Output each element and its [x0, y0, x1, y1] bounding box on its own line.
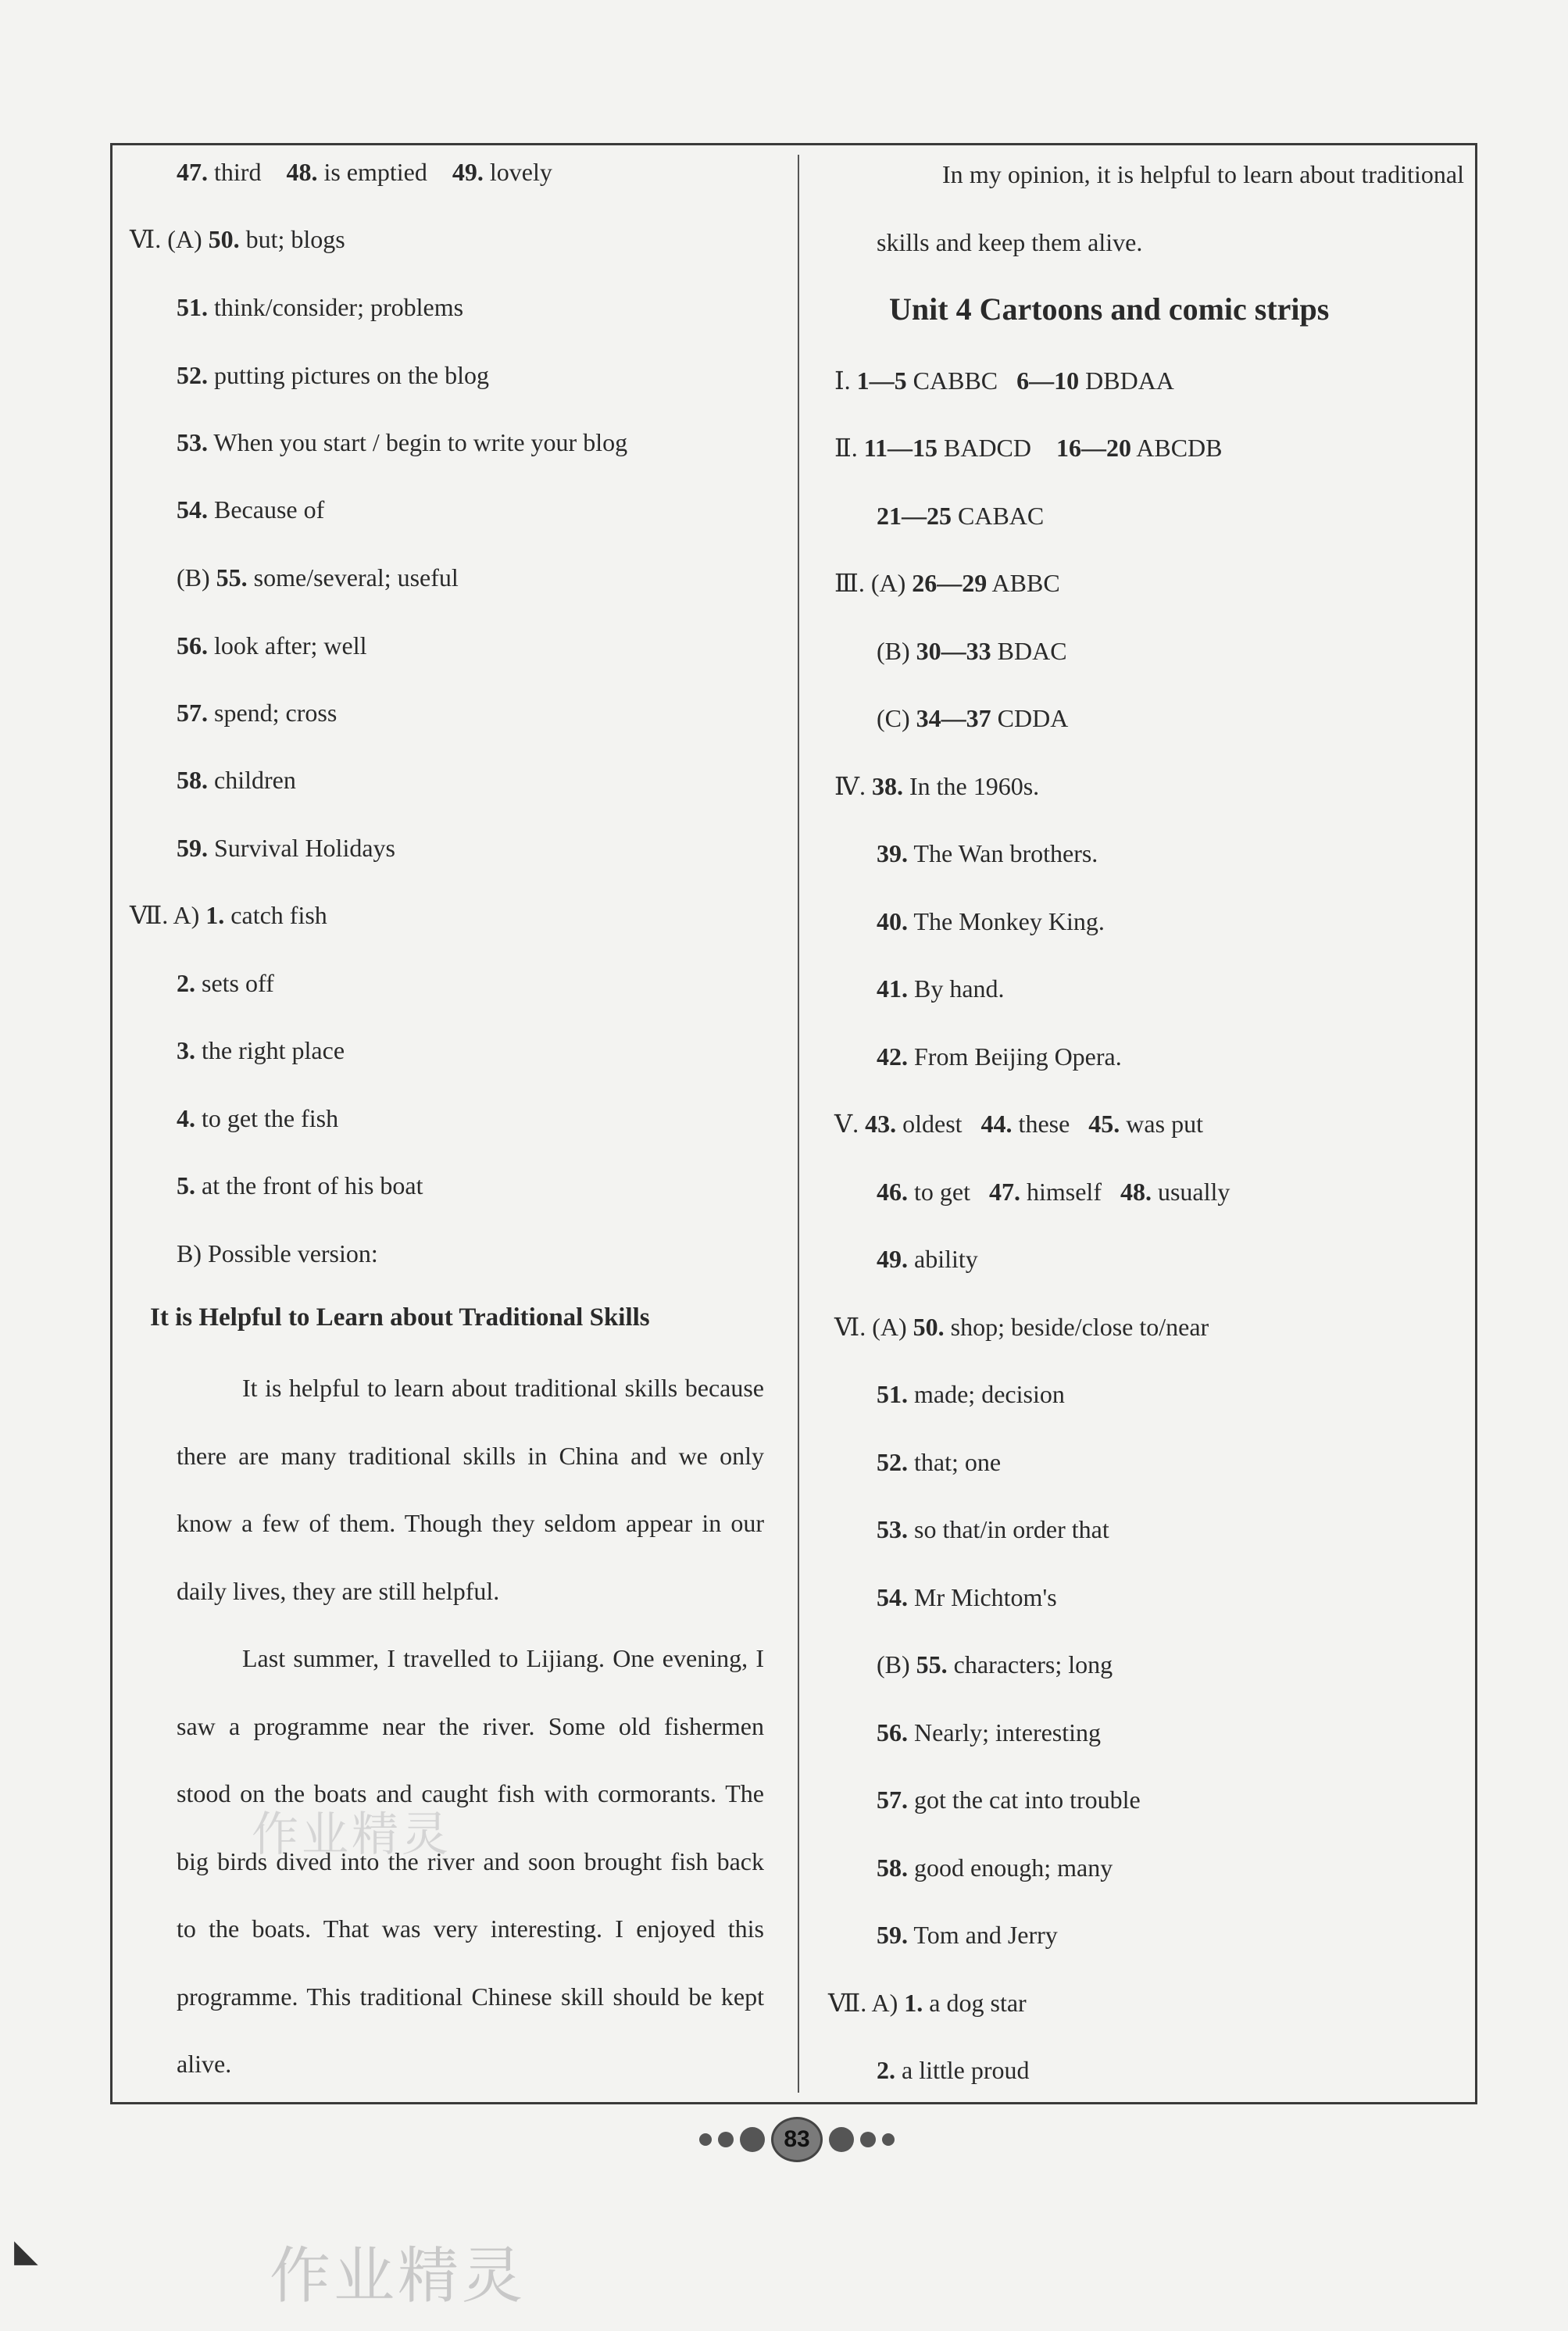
answer-line-vi-51: 51. made; decision — [877, 1380, 1065, 1408]
answer-line-51: 51. think/consider; problems — [177, 293, 464, 321]
answer-line-vi-52: 52. that; one — [877, 1448, 1002, 1476]
answer-line-55: (B) 55. some/several; useful — [177, 563, 459, 592]
answer-line-47-49: 47. third 48. is emptied 49. lovely — [177, 158, 552, 186]
answer-line-vi-56: 56. Nearly; interesting — [877, 1718, 1102, 1746]
possible-version-label: B) Possible version: — [177, 1239, 378, 1267]
answer-line-vi-57: 57. got the cat into trouble — [877, 1786, 1141, 1814]
answer-line-vi-58: 58. good enough; many — [877, 1854, 1113, 1882]
answer-line-vii-5: 5. at the front of his boat — [177, 1171, 423, 1199]
answer-line-vi-55: (B) 55. characters; long — [877, 1650, 1113, 1679]
answer-line-iii-b: (B) 30—33 BDAC — [877, 637, 1067, 665]
answer-line-42: 42. From Beijing Opera. — [877, 1042, 1122, 1071]
ornament-dot — [718, 2132, 734, 2147]
answer-line-56: 56. look after; well — [177, 631, 367, 660]
answer-line-i: Ⅰ. 1—5 CABBC 6—10 DBDAA — [834, 366, 1174, 395]
ornament-dot — [740, 2127, 765, 2152]
answer-line-52: 52. putting pictures on the blog — [177, 361, 489, 389]
answer-line-vii-a1: Ⅶ. A) 1. a dog star — [828, 1989, 1027, 2017]
essay-title: It is Helpful to Learn about Traditional Skills — [150, 1303, 650, 1332]
essay-paragraph-3: In my opinion, it is helpful to learn about traditional skills and keep them alive. — [877, 160, 1464, 256]
answer-line-50: Ⅵ. (A) 50. but; blogs — [130, 225, 345, 253]
answer-line-21-25: 21—25 CABAC — [877, 502, 1045, 530]
answer-line-vii-a2: 2. a little proud — [877, 2056, 1030, 2084]
answer-line-vii-2: 2. sets off — [177, 969, 274, 997]
answer-line-vi-54: 54. Mr Michtom's — [877, 1583, 1057, 1611]
unit-title: Unit 4 Cartoons and comic strips — [889, 291, 1330, 327]
ornament-dot — [860, 2132, 876, 2147]
answer-line-54: 54. Because of — [177, 495, 325, 524]
answer-line-53: 53. When you start / begin to write your blog — [177, 428, 628, 456]
answer-line-46-48: 46. to get 47. himself 48. usually — [877, 1178, 1230, 1206]
answer-line-iii-c: (C) 34—37 CDDA — [877, 704, 1069, 732]
answer-line-vi-59: 59. Tom and Jerry — [877, 1921, 1058, 1949]
watermark-bottom: 作业精灵 — [270, 2241, 527, 2311]
answer-line-vi-53: 53. so that/in order that — [877, 1515, 1109, 1543]
answer-line-58: 58. children — [177, 766, 296, 794]
answer-line-49: 49. ability — [877, 1245, 978, 1273]
answer-line-vii-4: 4. to get the fish — [177, 1104, 339, 1132]
answer-line-vi-50: Ⅵ. (A) 50. shop; beside/close to/near — [834, 1313, 1209, 1341]
answer-line-39: 39. The Wan brothers. — [877, 839, 1098, 867]
watermark-middle: 作业精灵 — [252, 1807, 452, 1862]
answer-line-57: 57. spend; cross — [177, 699, 338, 727]
column-divider — [798, 155, 799, 2093]
ornament-dot — [882, 2133, 895, 2146]
essay-paragraph-1: It is helpful to learn about traditional skills because there are many traditional skills in China and we only know a few of them. Though they seldom appear in our daily lives, they are still helpful. — [177, 1374, 764, 1605]
answer-line-vii-3: 3. the right place — [177, 1036, 345, 1064]
page-number-ornament — [656, 2115, 938, 2165]
answer-line-43-45: Ⅴ. 43. oldest 44. these 45. was put — [834, 1110, 1203, 1138]
corner-mark-icon: ◣ — [14, 2233, 38, 2269]
answer-line-40: 40. The Monkey King. — [877, 907, 1105, 935]
answer-line-vii-1: Ⅶ. A) 1. catch fish — [130, 901, 327, 929]
answer-line-59: 59. Survival Holidays — [177, 834, 395, 862]
page-number: 83 — [771, 2117, 823, 2162]
answer-line-iii-a: Ⅲ. (A) 26—29 ABBC — [834, 569, 1060, 597]
answer-line-41: 41. By hand. — [877, 974, 1005, 1003]
ornament-dot — [699, 2133, 712, 2146]
answer-line-38: Ⅳ. 38. In the 1960s. — [834, 772, 1040, 800]
ornament-dot — [829, 2127, 854, 2152]
answer-line-ii: Ⅱ. 11—15 BADCD 16—20 ABCDB — [834, 434, 1223, 462]
essay-paragraph-2: Last summer, I travelled to Lijiang. One evening, I saw a programme near the river. Some old fishermen stood on the boats and caught fish with cormorants. The big birds dived into the river and soon brought fish back to the boats. That was very interesting. I enjoyed this programme. This traditional Chinese skill should be kept alive. — [177, 1644, 764, 2078]
